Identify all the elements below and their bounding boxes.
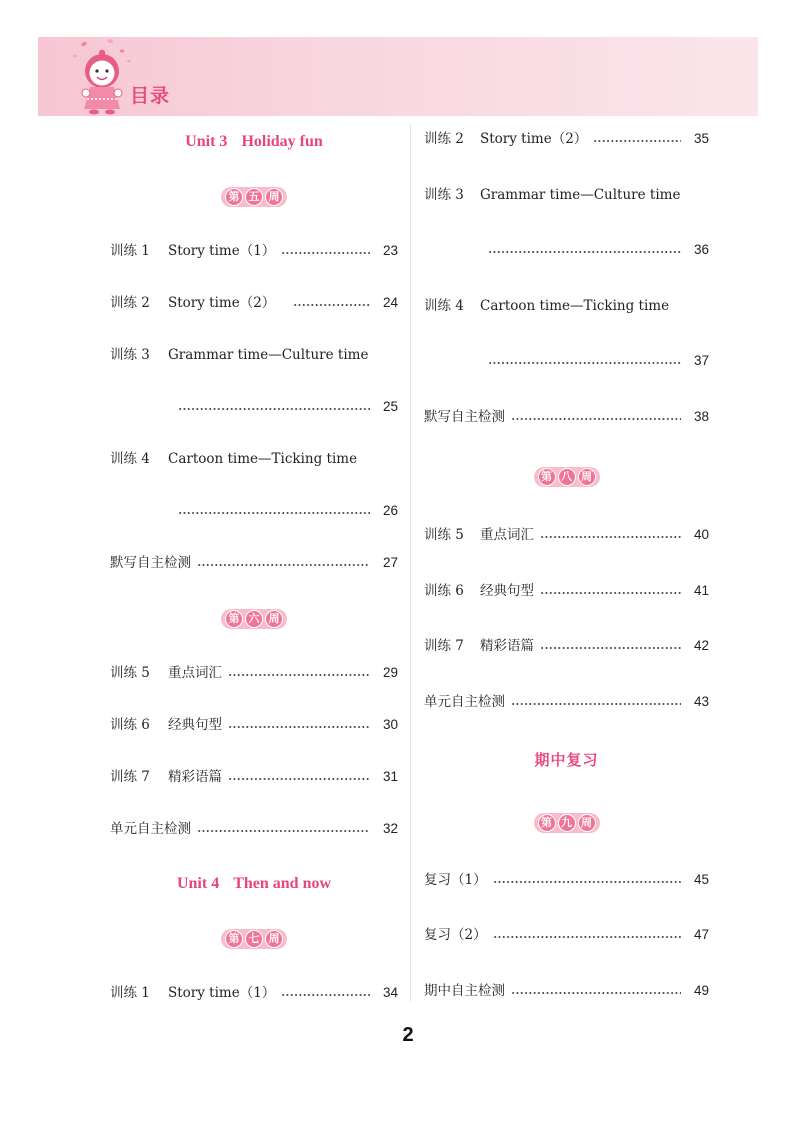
entry-page-number: 38	[693, 409, 709, 424]
badge-char: 六	[245, 610, 263, 628]
badge-char: 周	[265, 188, 283, 206]
toc-entry	[424, 296, 709, 316]
toc-entry-continuation	[424, 240, 709, 260]
dot-leader	[178, 510, 370, 516]
entry-label: 训练 1	[110, 985, 150, 1001]
unit-number: Unit 4	[176, 875, 220, 892]
dot-leader	[197, 828, 370, 834]
toc-entry	[424, 692, 709, 712]
entry-label: 训练 5	[424, 527, 464, 543]
entry-page-number: 45	[693, 872, 709, 887]
badge-char: 第	[225, 930, 243, 948]
entry-label: 训练 5	[110, 665, 150, 681]
unit-3-heading	[110, 132, 398, 152]
entry-page-number: 32	[382, 821, 398, 836]
entry-title: 精彩语篇	[168, 769, 222, 785]
week-badge	[110, 928, 398, 950]
dot-leader	[281, 250, 370, 256]
entry-title: Cartoon time—Ticking time	[168, 451, 358, 467]
toc-entry	[110, 767, 398, 787]
badge-char: 周	[265, 610, 283, 628]
badge-char: 周	[578, 468, 596, 486]
page-title: 目录	[130, 85, 171, 107]
week-badge	[110, 186, 398, 208]
entry-label: 训练 6	[424, 583, 464, 599]
badge-char: 第	[538, 814, 556, 832]
toc-entry-continuation	[110, 397, 398, 417]
entry-title: Cartoon time—Ticking time	[480, 298, 670, 314]
week-badge-pill	[221, 609, 287, 629]
unit-number: Unit 3	[185, 133, 228, 150]
toc-entry	[424, 925, 709, 945]
entry-page-number: 41	[693, 583, 709, 598]
entry-page-number: 37	[693, 353, 709, 368]
entry-title: 经典句型	[480, 583, 534, 599]
week-badge	[424, 812, 709, 834]
entry-page-number: 25	[382, 399, 398, 414]
toc-entry	[424, 525, 709, 545]
week-badge-pill	[221, 187, 287, 207]
entry-label: 默写自主检测	[424, 409, 505, 425]
entry-title: 重点词汇	[480, 527, 534, 543]
dot-leader	[178, 406, 370, 412]
toc-entry	[424, 981, 709, 1001]
badge-char: 第	[225, 188, 243, 206]
entry-label: 复习（2）	[424, 927, 487, 943]
toc-entry-continuation	[424, 351, 709, 371]
entry-label: 训练 2	[110, 295, 150, 311]
dot-leader	[488, 360, 681, 366]
dot-leader	[488, 249, 681, 255]
entry-label: 训练 1	[110, 243, 150, 259]
entry-title: Grammar time—Culture time	[480, 187, 681, 203]
dot-leader	[540, 534, 681, 540]
entry-title: 经典句型	[168, 717, 222, 733]
dot-leader	[228, 672, 370, 678]
entry-page-number: 24	[382, 295, 398, 310]
week-badge	[424, 466, 709, 488]
toc-entry	[110, 345, 398, 365]
entry-page-number: 43	[693, 694, 709, 709]
toc-entry	[424, 636, 709, 656]
entry-label: 复习（1）	[424, 872, 487, 888]
entry-label: 训练 3	[110, 347, 150, 363]
entry-label: 训练 4	[424, 298, 464, 314]
entry-page-number: 49	[693, 983, 709, 998]
toc-entry	[424, 129, 709, 149]
dot-leader	[540, 645, 681, 651]
badge-char: 第	[538, 468, 556, 486]
entry-title: Story time（2）	[168, 295, 276, 311]
week-badge	[110, 608, 398, 630]
entry-label: 训练 7	[110, 769, 150, 785]
entry-page-number: 31	[382, 769, 398, 784]
entry-label: 训练 3	[424, 187, 464, 203]
toc-entry	[110, 715, 398, 735]
dot-leader	[493, 934, 681, 940]
badge-char: 八	[558, 468, 576, 486]
toc-entry	[424, 870, 709, 890]
toc-entry	[110, 293, 398, 313]
entry-title: Story time（2）	[480, 131, 588, 147]
toc-entry	[424, 185, 709, 205]
dot-leader	[493, 879, 681, 885]
girl-illustration	[66, 36, 136, 116]
unit-title: Then and now	[233, 875, 332, 892]
entry-page-number: 36	[693, 242, 709, 257]
dot-leader	[293, 302, 370, 308]
badge-char: 五	[245, 188, 263, 206]
week-badge-pill	[221, 929, 287, 949]
entry-label: 训练 4	[110, 451, 150, 467]
toc-entry	[110, 663, 398, 683]
toc-entry-continuation	[110, 501, 398, 521]
entry-page-number: 47	[693, 927, 709, 942]
entry-label: 单元自主检测	[110, 821, 191, 837]
midterm-review-heading: 期中复习	[534, 751, 599, 769]
entry-label: 训练 6	[110, 717, 150, 733]
entry-title: Story time（1）	[168, 985, 276, 1001]
entry-label: 训练 7	[424, 638, 464, 654]
toc-entry	[424, 581, 709, 601]
badge-char: 周	[578, 814, 596, 832]
entry-page-number: 30	[382, 717, 398, 732]
dot-leader	[228, 776, 370, 782]
toc-entry	[110, 983, 398, 1003]
dot-leader	[593, 138, 681, 144]
column-divider	[410, 124, 411, 1002]
page-number: 2	[402, 1024, 414, 1046]
entry-title: 重点词汇	[168, 665, 222, 681]
toc-entry	[424, 407, 709, 427]
unit-title: Holiday fun	[241, 133, 323, 150]
dot-leader	[511, 701, 681, 707]
dot-leader	[511, 416, 681, 422]
badge-char: 九	[558, 814, 576, 832]
entry-label: 默写自主检测	[110, 555, 191, 571]
badge-char: 第	[225, 610, 243, 628]
entry-label: 训练 2	[424, 131, 464, 147]
toc-entry	[110, 553, 398, 573]
entry-page-number: 42	[693, 638, 709, 653]
dot-leader	[511, 990, 681, 996]
toc-entry	[110, 819, 398, 839]
entry-title: 精彩语篇	[480, 638, 534, 654]
entry-label: 单元自主检测	[424, 694, 505, 710]
entry-page-number: 40	[693, 527, 709, 542]
dot-leader	[197, 562, 370, 568]
entry-page-number: 23	[382, 243, 398, 258]
dot-leader	[540, 590, 681, 596]
entry-page-number: 35	[693, 131, 709, 146]
week-badge-pill	[534, 813, 600, 833]
entry-title: Story time（1）	[168, 243, 276, 259]
entry-page-number: 34	[382, 985, 398, 1000]
dot-leader	[281, 992, 370, 998]
entry-title: Grammar time—Culture time	[168, 347, 369, 363]
unit-4-heading	[110, 874, 398, 894]
entry-page-number: 26	[382, 503, 398, 518]
toc-entry	[110, 449, 398, 469]
toc-entry	[110, 241, 398, 261]
entry-page-number: 29	[382, 665, 398, 680]
entry-label: 期中自主检测	[424, 983, 505, 999]
entry-page-number: 27	[382, 555, 398, 570]
badge-char: 七	[245, 930, 263, 948]
week-badge-pill	[534, 467, 600, 487]
badge-char: 周	[265, 930, 283, 948]
dot-leader	[228, 724, 370, 730]
